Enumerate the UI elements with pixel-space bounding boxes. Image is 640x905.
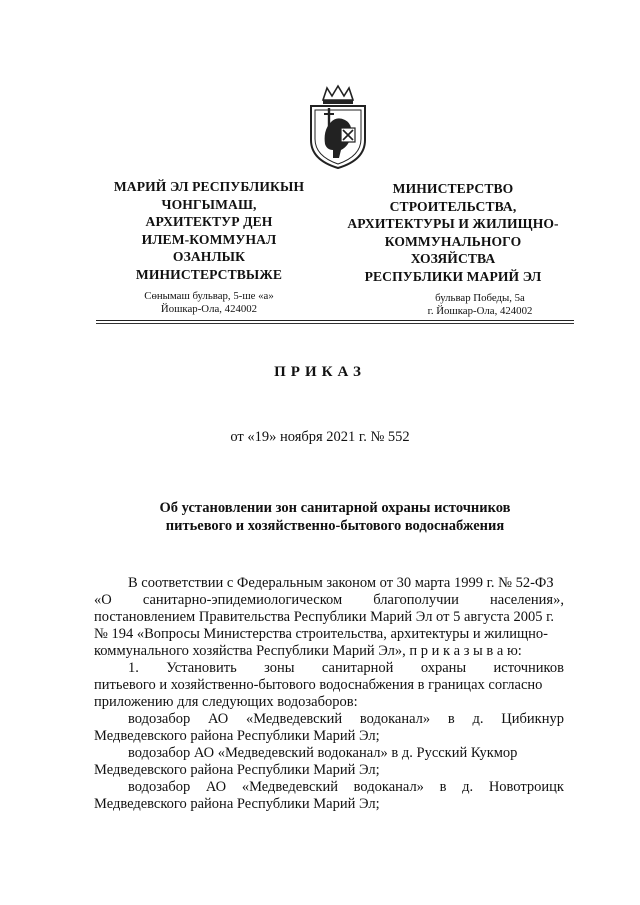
- address-line: г. Йошкар-Ола, 424002: [427, 305, 533, 317]
- body-line: [94, 626, 564, 643]
- body-line: [94, 694, 564, 711]
- body-text: санитарной: [321, 660, 394, 676]
- header-right-address: [390, 292, 570, 318]
- header-left-line: МАРИЙ ЭЛ РЕСПУБЛИКЫН: [113, 179, 305, 194]
- body-text: 1.: [128, 660, 139, 676]
- body-text: санитарно-эпидемиологическом: [142, 592, 343, 608]
- body-text: приложению для следующих водозаборов:: [94, 694, 358, 710]
- address-line: Йошкар-Ола, 424002: [160, 303, 258, 315]
- body-line: [94, 592, 564, 609]
- body-text: Медведевского района Республики Марий Эл;: [94, 762, 380, 778]
- body-text: В соответствии с Федеральным законом от 30 марта 1999 г. № 52-ФЗ: [128, 575, 554, 591]
- body-line: [94, 609, 564, 626]
- body-text: питьевого и хозяйственно-бытового водоснабжения в границах согласно: [94, 677, 543, 693]
- address-line: бульвар Победы, 5а: [435, 292, 525, 304]
- body-text: водозабор: [128, 779, 191, 795]
- body-text: Медведевского района Республики Марий Эл;: [94, 796, 380, 812]
- subject-line: Об установлении зон санитарной охраны источников: [159, 500, 511, 516]
- body-text: коммунального хозяйства Республики Марий Эл», п р и к а з ы в а ю:: [94, 643, 522, 659]
- body-text: зоны: [264, 660, 295, 676]
- body-line: [94, 779, 564, 796]
- body-text: источников: [493, 660, 564, 676]
- body-line: [94, 711, 564, 728]
- header-left-line: ЧОНГЫМАШ,: [161, 196, 257, 212]
- body-text: водозабор: [128, 711, 191, 727]
- header-left-organization: [96, 178, 322, 283]
- body-text: в: [439, 779, 447, 795]
- document-subject: [120, 499, 550, 535]
- body-text: «Медведевский: [241, 779, 338, 795]
- header-right-organization: [332, 180, 574, 285]
- body-text: постановлением Правительства Республики Марий Эл от 5 августа 2005 г.: [94, 609, 554, 625]
- mari-el-coat-of-arms-icon: [303, 84, 373, 170]
- body-line: [94, 728, 564, 745]
- document-date-number: от «19» ноября 2021 г. № 552: [230, 429, 410, 445]
- header-right-line: РЕСПУБЛИКИ МАРИЙ ЭЛ: [364, 268, 542, 284]
- body-text: водоканал»: [353, 779, 424, 795]
- body-text: Медведевского района Республики Марий Эл;: [94, 728, 380, 744]
- body-line: [94, 575, 564, 592]
- header-left-line: ОЗАНЛЫК: [172, 249, 246, 264]
- body-text: д.: [472, 711, 484, 727]
- body-text: АО: [205, 779, 227, 795]
- body-line: [94, 660, 564, 677]
- header-right-line: ХОЗЯЙСТВА: [410, 251, 496, 266]
- body-text: в: [447, 711, 455, 727]
- body-text: Установить: [166, 660, 237, 676]
- body-line: [94, 796, 564, 813]
- body-line: [94, 643, 564, 660]
- header-right-line: МИНИСТЕРСТВО: [392, 181, 514, 196]
- body-line: [94, 677, 564, 694]
- body-text: «О: [94, 592, 112, 608]
- body-text: водозабор АО «Медведевский водоканал» в д. Русский Кукмор: [128, 745, 518, 761]
- header-left-line: АРХИТЕКТУР ДЕН: [145, 214, 273, 229]
- body-text: Новотроицк: [488, 779, 564, 795]
- header-right-line: СТРОИТЕЛЬСТВА,: [389, 198, 517, 214]
- header-right-line: КОММУНАЛЬНОГО: [384, 233, 522, 249]
- header-left-line: МИНИСТЕРСТВЫЖЕ: [135, 266, 283, 282]
- body-line: [94, 762, 564, 779]
- body-text: охраны: [420, 660, 467, 676]
- body-text: № 194 «Вопросы Министерства строительства, архитектуры и жилищно-: [94, 626, 548, 642]
- body-text: д.: [462, 779, 474, 795]
- body-text: водоканал»: [359, 711, 431, 727]
- subject-line: питьевого и хозяйственно-бытового водоснабжения: [165, 518, 505, 534]
- body-text: Цибикнур: [501, 711, 564, 727]
- document-type-title: ПРИКАЗ: [274, 364, 366, 380]
- header-left-line: ИЛЕМ-КОММУНАЛ: [141, 231, 277, 247]
- header-left-address: [96, 290, 322, 316]
- body-text: населения»,: [490, 592, 564, 608]
- header-divider-thin: [96, 323, 574, 324]
- body-text: АО: [208, 711, 229, 727]
- document-body: [94, 575, 564, 813]
- body-text: «Медведевский: [245, 711, 343, 727]
- header-divider: [96, 320, 574, 321]
- address-line: Сөнымаш бульвар, 5-ше «а»: [144, 290, 274, 302]
- body-line: [94, 745, 564, 762]
- body-text: благополучии: [373, 592, 459, 608]
- header-right-line: АРХИТЕКТУРЫ И ЖИЛИЩНО-: [347, 216, 559, 231]
